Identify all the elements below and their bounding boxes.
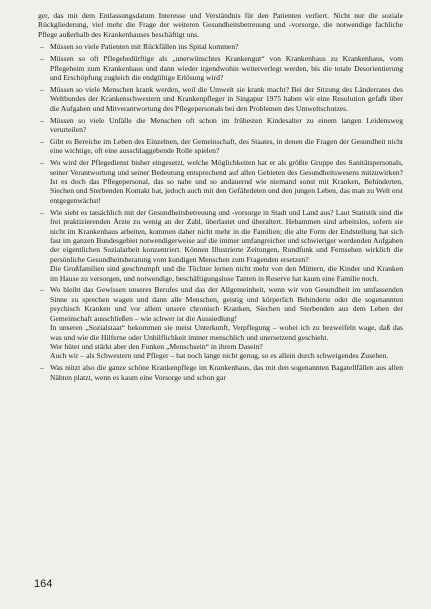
list-item-text: Wie sieht es tatsächlich mit der Gesundheitsbetreuung und -vorsorge in Stadt und Land aus? Laut Statistik sind die frei praktizierenden Ärzte zu wenig an der Zahl, überlastet und überaltert. Hebammen sind arbeitslos, sofern sie nicht im Krankenhaus arbeiten, kommen daher nicht mehr in die Familien; die alte Form der Endstellung hat sich fast im ganzen Bundesgebiet notwendigerweise auf die immer umfangreicher und schwieriger werdenden Aufgaben der eigentlichen Sozialarbeit konzentriert. Können Illustrierte Zeitungen, Rundfunk und Fernsehen wirklich die persönliche Gesundheitsberatung vom kundigen Menschen zum Fragenden ersetzen? Die Großfamilien sind geschrumpft und die Töchter lernen nicht mehr von den Müttern, die Kinder und Kranken im Hause zu versorgen, und notwendige, beschäftigungslose Tanten in Reserve hat kaum eine Familie noch. bbox=[50, 207, 403, 283]
intro-paragraph: ger, das mit dem Entlassungsdatum Interesse und Verständnis für den Patienten verliert. Nicht nur die soziale Rückgliederung, viel mehr die Frage der weiteren Gesundheitsbetreuung und -vorsorge, die notwendige fachliche Pflege außerhalb des Krankenhauses beschäftigt uns. bbox=[38, 11, 403, 39]
bullet-dash: – bbox=[40, 285, 44, 295]
list-item bbox=[38, 54, 403, 82]
bullet-dash: – bbox=[40, 115, 44, 125]
list-item-text: Müssen so viele Patienten mit Rückfällen ins Spital kommen? bbox=[50, 42, 239, 52]
list-item-text: Müssen so oft Pflegebedürftige als „unerwünschtes Krankengut“ von Krankenhaus zu Krankenhaus, vom Pflegeheim zum Krankenhaus und dann wieder irgendwohin weiterverlegt werden, bis die totale Desorientierung und Erschöpfung zugleich die endgültige Erlösung wird? bbox=[50, 54, 403, 82]
list-item bbox=[38, 363, 403, 382]
text-body bbox=[38, 11, 403, 385]
bullet-dash: – bbox=[40, 54, 44, 64]
list-item bbox=[38, 208, 403, 283]
list-item bbox=[38, 137, 403, 156]
bullet-dash: – bbox=[40, 158, 44, 168]
list-item bbox=[38, 285, 403, 360]
list-item bbox=[38, 116, 403, 135]
page-number: 164 bbox=[34, 578, 53, 590]
bullet-dash: – bbox=[40, 207, 44, 217]
question-list bbox=[38, 42, 403, 382]
list-item-text: Was nützt also die ganze schöne Krankenpflege im Krankenhaus, das mit den sogenannten Bagatellfällen aus allen Nähten platzt, wenn es kaum eine Vorsorge und schon gar bbox=[50, 363, 403, 382]
list-item bbox=[38, 42, 403, 51]
bullet-dash: – bbox=[40, 84, 44, 94]
list-item-text: Wo wird der Pflegedienst bisher eingesetzt, welche Möglichkeiten hat er als größte Gruppe des Sanitätspersonals, seiner Verantwortung und seiner Bedeutung entsprechend auf allen Gebieten des Gesundheitswesens mitzuwirken? Ist es doch das Pflegepersonal, das so nahe und so andauernd wie niemand sonst mit Kranken, Behinderten, Siechen und Sterbenden Kontakt hat, jedoch auch mit den Gefährdeten und den jungen Leben, das man zu Welt erst entgegenwächst! bbox=[50, 158, 403, 205]
bullet-dash: – bbox=[40, 136, 44, 146]
bullet-dash: – bbox=[40, 363, 44, 373]
bullet-dash: – bbox=[40, 42, 44, 52]
list-item bbox=[38, 158, 403, 205]
list-item-text: Gibt es Bereiche im Leben des Einzelnen, der Gemeinschaft, des Staates, in denen die Fragen der Gesundheit nicht eine wichtige, oft eine ausschlaggebende Rolle spielen? bbox=[50, 136, 403, 156]
list-item-text: Müssen so viele Unfälle die Menschen oft schon im frühesten Kindesalter zu einem langen Leidensweg verurteilen? bbox=[50, 115, 403, 134]
list-item-text: Wo bleibt das Gewissen unseres Berufes und das der Allgemeinheit, wenn wir von Gesundheit im umfassenden Sinne zu sprechen wagen und dann alle Menschen, geistig und körperlich Behinderte oder die sogenannten psychisch Kranken und vor allem unsere chronisch Kranken, Siechen und Sterbenden aus dem Leben der Gemeinschaft ausschließen – wie schwer ist die Aussiedlung! In unseren „Sozialstaat“ bekommen sie meist Unterkunft, Verpflegung – wobei ich zu bezweifeln wage, daß das was und wie die Hilferne oder Unhilflichkeit immer menschlich und unersetzend geschieht. Wer hütet und stärkt aber den Funken „Menschsein“ in ihrem Dasein? Auch wir – als Schwestern und Pfleger – hat noch lange nicht genug, so es allein durch schweigendes Zusehen. bbox=[50, 285, 403, 361]
list-item-text: Müssen so viele Menschen krank werden, weil die Umwelt sie krank macht? Bei der Sitzung des Länderrates des Weltbundes der Krankenschwestern und Krankenpfleger in Singapur 1975 haben wir eine Resolution gefaßt über die Aufgaben und Mitverantwortung des Pflegepersonals bei den Problemen des Umweltschutzes. bbox=[50, 84, 403, 113]
list-item bbox=[38, 85, 403, 113]
